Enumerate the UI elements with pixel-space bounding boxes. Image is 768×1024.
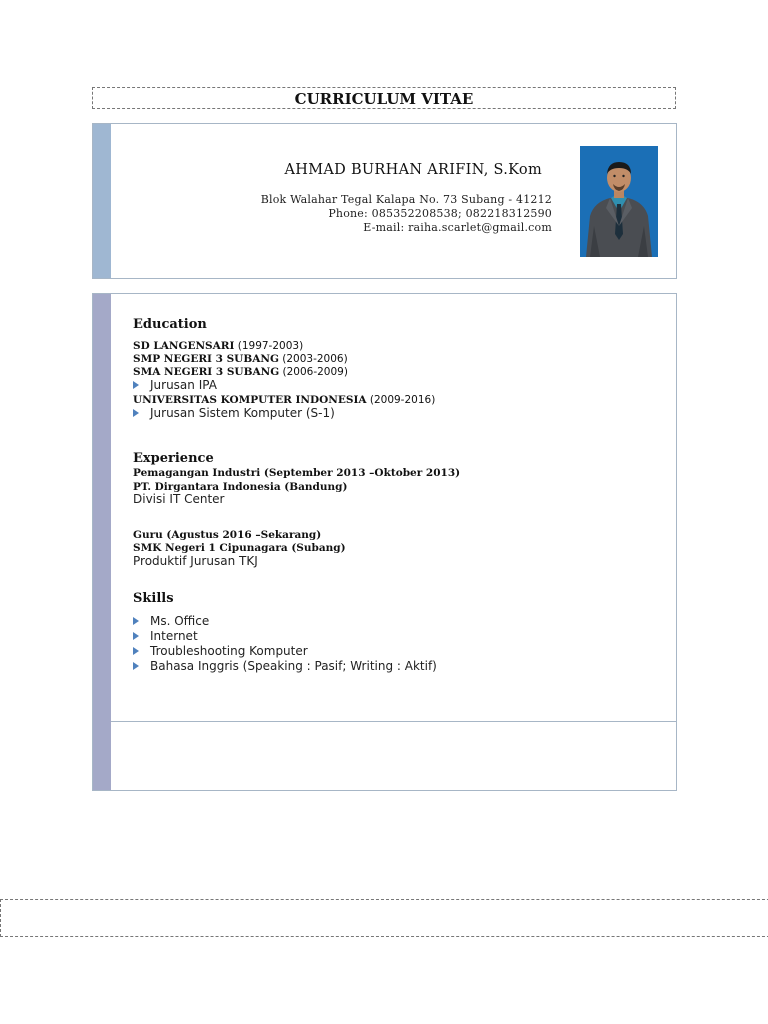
skill-item: Ms. Office <box>133 614 209 628</box>
job-division: Divisi IT Center <box>133 492 225 506</box>
triangle-right-icon <box>133 381 139 389</box>
experience-heading: Experience <box>133 451 214 466</box>
education-heading: Education <box>133 317 207 332</box>
education-item: UNIVERSITAS KOMPUTER INDONESIA (2009-2016) <box>133 394 436 406</box>
header-accent-bar <box>93 124 111 278</box>
skill-item: Internet <box>133 629 198 643</box>
person-photo-icon <box>580 146 658 257</box>
phone-text: Phone: 085352208538; 082218312590 <box>328 207 552 220</box>
job-title: Guru (Agustus 2016 –Sekarang) <box>133 529 322 541</box>
triangle-right-icon <box>133 617 139 625</box>
triangle-right-icon <box>133 409 139 417</box>
triangle-right-icon <box>133 632 139 640</box>
header-panel <box>92 123 677 279</box>
triangle-right-icon <box>133 647 139 655</box>
footer-box <box>0 899 768 937</box>
triangle-right-icon <box>133 662 139 670</box>
job-company: SMK Negeri 1 Cipunagara (Subang) <box>133 542 346 554</box>
body-accent-bar <box>93 294 111 790</box>
skills-heading: Skills <box>133 591 174 606</box>
section-divider <box>111 721 676 722</box>
document-title: CURRICULUM VITAE <box>294 90 474 108</box>
job-division: Produktif Jurusan TKJ <box>133 554 258 568</box>
job-company: PT. Dirgantara Indonesia (Bandung) <box>133 481 348 493</box>
education-item: SMA NEGERI 3 SUBANG (2006-2009) <box>133 366 348 378</box>
skill-item: Troubleshooting Komputer <box>133 644 308 658</box>
education-bullet: Jurusan IPA <box>133 378 217 392</box>
skill-item: Bahasa Inggris (Speaking : Pasif; Writing : Aktif) <box>133 659 437 673</box>
title-box <box>92 87 676 109</box>
person-name: AHMAD BURHAN ARIFIN, S.Kom <box>284 162 542 178</box>
address-text: Blok Walahar Tegal Kalapa No. 73 Subang - 41212 <box>260 193 552 206</box>
job-title: Pemagangan Industri (September 2013 –Oktober 2013) <box>133 467 461 479</box>
education-item: SMP NEGERI 3 SUBANG (2003-2006) <box>133 353 348 365</box>
body-panel <box>92 293 677 791</box>
email-text: E-mail: raiha.scarlet@gmail.com <box>363 221 552 234</box>
education-item: SD LANGENSARI (1997-2003) <box>133 340 304 352</box>
profile-photo <box>580 146 658 257</box>
education-bullet: Jurusan Sistem Komputer (S-1) <box>133 406 335 420</box>
